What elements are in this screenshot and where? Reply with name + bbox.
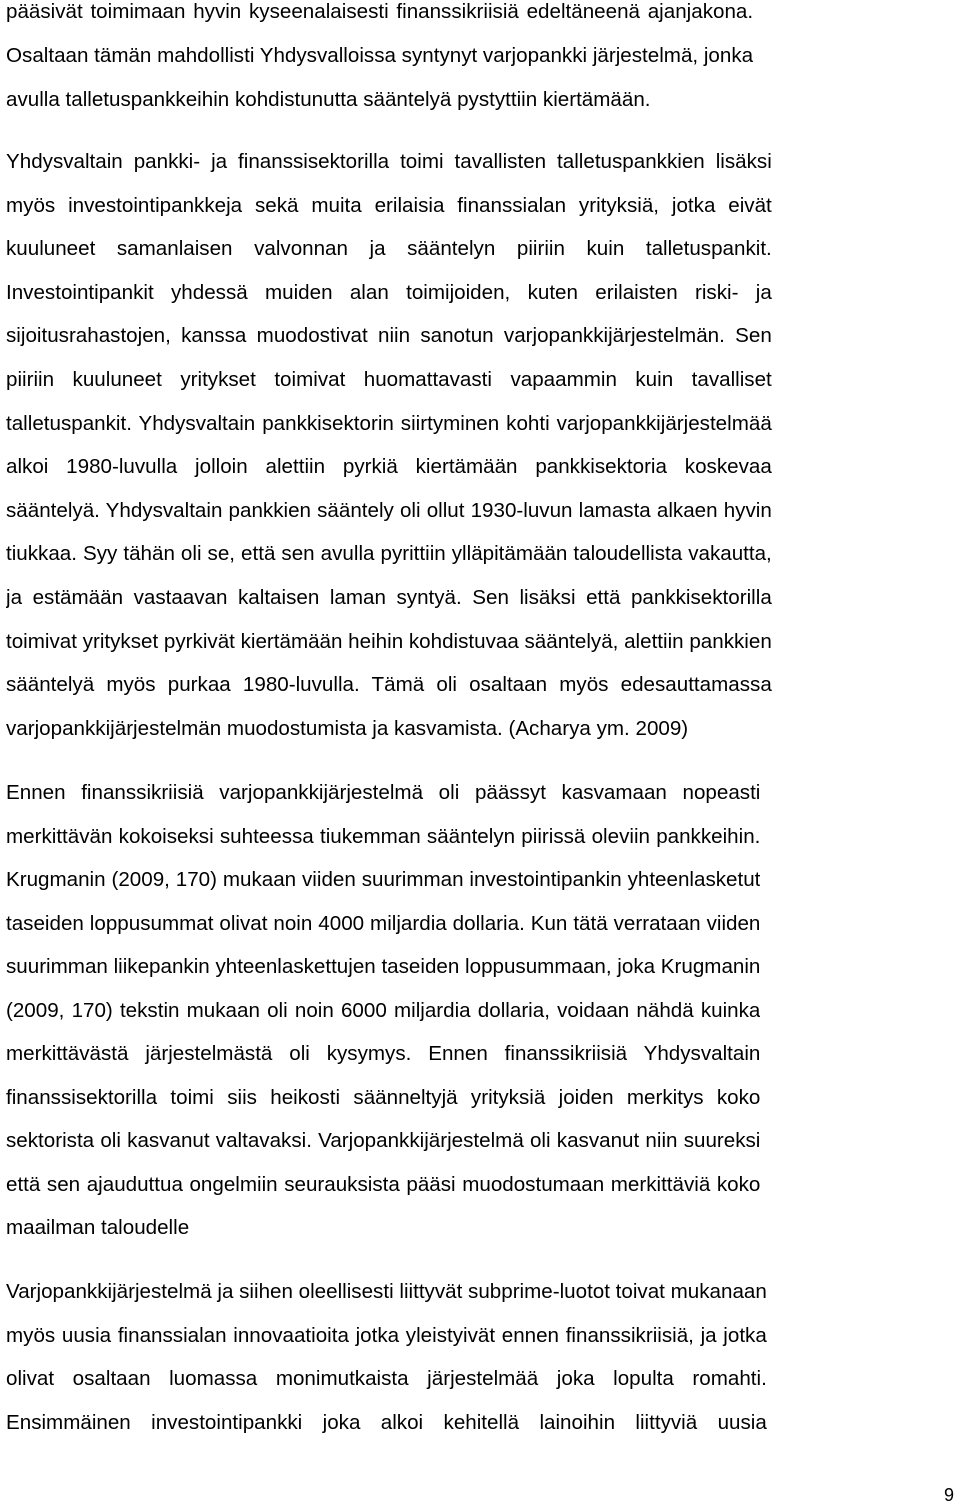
paragraph-4: [6, 1270, 767, 1444]
text-line: taseiden loppusummat olivat noin 4000 miljardia dollaria. Kun tätä verrataan viiden: [6, 911, 761, 935]
text-line: maailman taloudelle: [6, 1216, 190, 1239]
text-line: sääntelyä myös purkaa 1980-luvulla. Tämä oli osaltaan myös edesauttamassa: [6, 673, 772, 697]
text-line: talletuspankit. Yhdysvaltain pankkisektorin siirtyminen kohti varjopankkijärjestelmää: [6, 411, 772, 435]
paragraph-1: [6, 0, 753, 122]
text-line: finanssisektorilla toimi siis heikosti säänneltyjä yrityksiä joiden merkitys koko: [6, 1085, 761, 1109]
text-line: ja estämään vastaavan kaltaisen laman syntyä. Sen lisäksi että pankkisektorilla: [6, 585, 772, 609]
text-line: Ennen finanssikriisiä varjopankkijärjestelmä oli päässyt kasvamaan nopeasti: [6, 781, 761, 804]
paragraph-2: [6, 140, 772, 750]
text-line: alkoi 1980-luvulla jolloin alettiin pyrkiä kiertämään pankkisektoria koskevaa: [6, 455, 772, 479]
text-line: sijoitusrahastojen, kanssa muodostivat niin sanotun varjopankkijärjestelmän. Sen: [6, 324, 772, 348]
text-line: Varjopankkijärjestelmä ja siihen oleellisesti liittyvät subprime-luotot toivat mukanaan: [6, 1280, 767, 1303]
text-line: kuuluneet samanlaisen valvonnan ja sääntelyn piiriin kuin talletuspankit.: [6, 237, 772, 261]
text-line: (2009, 170) tekstin mukaan oli noin 6000 miljardia dollaria, voidaan nähdä kuinka: [6, 998, 761, 1022]
text-line: Osaltaan tämän mahdollisti Yhdysvalloissa syntynyt varjopankki järjestelmä, jonka: [6, 44, 754, 67]
text-line: tiukkaa. Syy tähän oli se, että sen avulla pyrittiin ylläpitämään taloudellista vakautta,: [6, 542, 772, 566]
text-line: myös investointipankkeja sekä muita erilaisia finanssialan yrityksiä, jotka eivät: [6, 193, 772, 217]
text-line: että sen ajauduttua ongelmiin seurauksista pääsi muodostumaan merkittäviä koko: [6, 1172, 761, 1196]
page-number: 9: [943, 1485, 954, 1505]
text-line: Ensimmäinen investointipankki joka alkoi kehitellä lainoihin liittyviä uusia: [6, 1410, 767, 1434]
text-line: pääsivät toimimaan hyvin kyseenalaisesti finanssikriisiä edeltäneenä ajanjakona.: [6, 0, 754, 23]
text-line: toimivat yritykset pyrkivät kiertämään heihin kohdistuvaa sääntelyä, alettiin pankkien: [6, 629, 772, 653]
text-line: Investointipankit yhdessä muiden alan toimijoiden, kuten erilaisten riski- ja: [6, 280, 772, 304]
text-line: Krugmanin (2009, 170) mukaan viiden suurimman investointipankin yhteenlasketut: [6, 868, 761, 891]
text-line: suurimman liikepankin yhteenlaskettujen taseiden loppusummaan, joka Krugmanin: [6, 955, 761, 978]
text-line: myös uusia finanssialan innovaatioita jotka yleistyivät ennen finanssikriisiä, ja jotka: [6, 1323, 767, 1347]
text-line: Yhdysvaltain pankki- ja finanssisektorilla toimi tavallisten talletuspankkien lisäksi: [6, 150, 772, 173]
text-line: sääntelyä. Yhdysvaltain pankkien sääntely oli ollut 1930-luvun lamasta alkaen hyvin: [6, 498, 772, 522]
text-line: merkittävästä järjestelmästä oli kysymys. Ennen finanssikriisiä Yhdysvaltain: [6, 1042, 761, 1065]
paragraph-3: [6, 771, 760, 1250]
text-line: olivat osaltaan luomassa monimutkaista järjestelmää joka lopulta romahti.: [6, 1367, 767, 1390]
text-line: merkittävän kokoiseksi suhteessa tiukemman sääntelyn piirissä oleviin pankkeihin.: [6, 824, 761, 848]
text-line: sektorista oli kasvanut valtavaksi. Varjopankkijärjestelmä oli kasvanut niin suureksi: [6, 1129, 761, 1152]
text-line: avulla talletuspankkeihin kohdistunutta sääntelyä pystyttiin kiertämään.: [6, 88, 651, 111]
text-line: varjopankkijärjestelmän muodostumista ja kasvamista. (Acharya ym. 2009): [6, 716, 689, 740]
text-line: piiriin kuuluneet yritykset toimivat huomattavasti vapaammin kuin tavalliset: [6, 367, 772, 391]
